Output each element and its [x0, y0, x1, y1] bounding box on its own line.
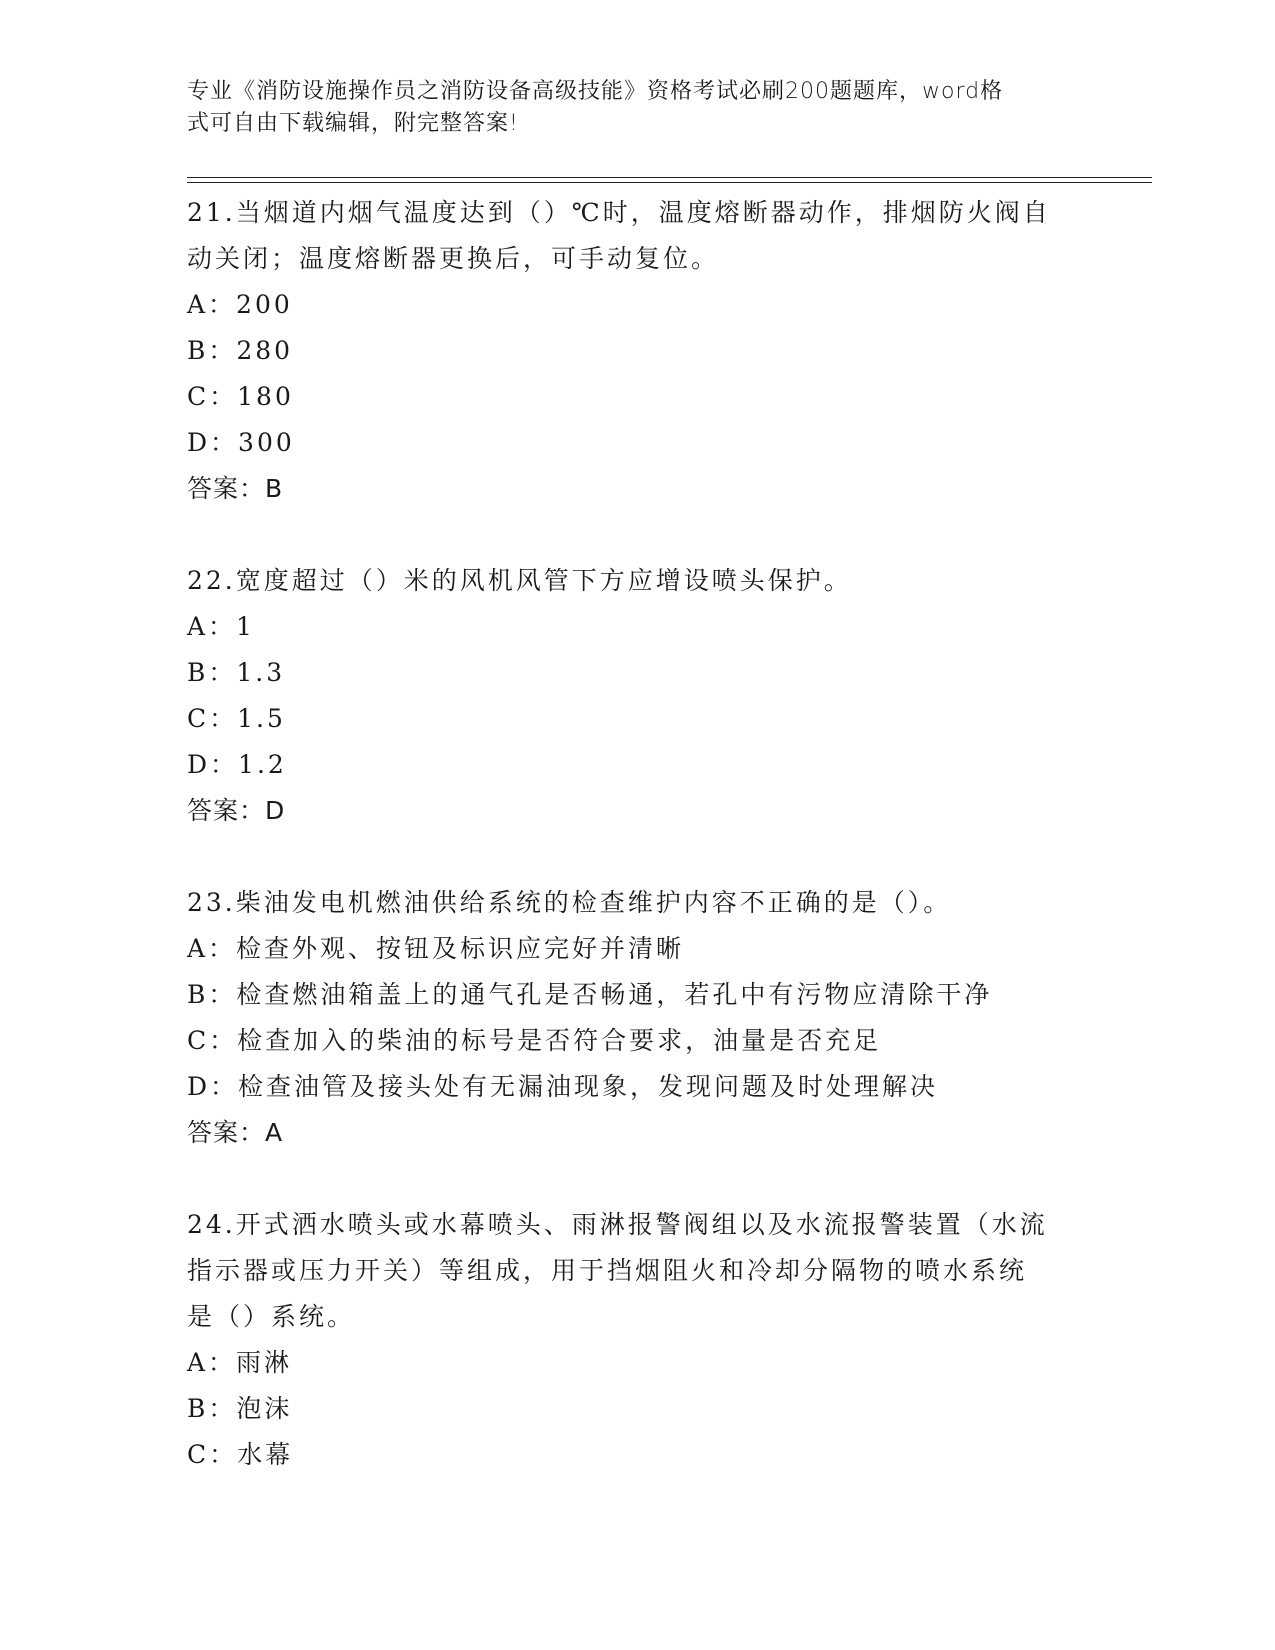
answer-label: 答案：A [187, 1118, 284, 1147]
stem-line: 指示器或压力开关）等组成，用于挡烟阻火和冷却分隔物的喷水系统 [187, 1256, 1028, 1285]
question-22 [187, 558, 1077, 834]
header-line-2: 式可自由下载编辑，附完整答案! [187, 111, 519, 136]
question-stem [187, 1202, 1077, 1340]
question-23 [187, 880, 1077, 1156]
option-b: B：泡沫 [187, 1394, 293, 1423]
answer-label: 答案：D [187, 796, 286, 825]
header-divider-top [187, 177, 1152, 178]
option-a: A：200 [187, 290, 293, 319]
stem-line: 22.宽度超过（）米的风机风管下方应增设喷头保护。 [187, 566, 852, 595]
option-d: D：检查油管及接头处有无漏油现象，发现问题及时处理解决 [187, 1072, 939, 1101]
question-stem [187, 190, 1077, 282]
option-b: B：1.3 [187, 658, 286, 687]
option-c: C：检查加入的柴油的标号是否符合要求，油量是否充足 [187, 1026, 882, 1055]
option-d: D：1.2 [187, 750, 287, 779]
option-a: A：雨淋 [187, 1348, 293, 1377]
option-b: B：280 [187, 336, 294, 365]
stem-line: 21.当烟道内烟气温度达到（）℃时，温度熔断器动作，排烟防火阀自 [187, 198, 1051, 227]
question-24 [187, 1202, 1077, 1478]
question-stem [187, 558, 1077, 604]
question-21 [187, 190, 1077, 512]
question-list [187, 190, 1077, 1524]
option-c: C：180 [187, 382, 294, 411]
stem-line: 是（）系统。 [187, 1302, 356, 1331]
answer-label: 答案：B [187, 474, 284, 503]
stem-line: 24.开式洒水喷头或水幕喷头、雨淋报警阀组以及水流报警装置（水流 [187, 1210, 1048, 1239]
option-c: C：1.5 [187, 704, 286, 733]
stem-line: 23.柴油发电机燃油供给系统的检查维护内容不正确的是（）。 [187, 888, 952, 917]
stem-line: 动关闭；温度熔断器更换后，可手动复位。 [187, 244, 720, 273]
option-a: A：检查外观、按钮及标识应完好并清晰 [187, 934, 685, 963]
option-d: D：300 [187, 428, 295, 457]
question-stem [187, 880, 1077, 926]
option-b: B：检查燃油箱盖上的通气孔是否畅通，若孔中有污物应清除干净 [187, 980, 993, 1009]
header-line-1: 专业《消防设施操作员之消防设备高级技能》资格考试必刷200题题库，word格 [187, 79, 1004, 104]
document-header [187, 76, 1067, 140]
option-a: A：1 [187, 612, 255, 641]
header-divider-bottom [187, 182, 1152, 183]
option-c: C：水幕 [187, 1440, 294, 1469]
